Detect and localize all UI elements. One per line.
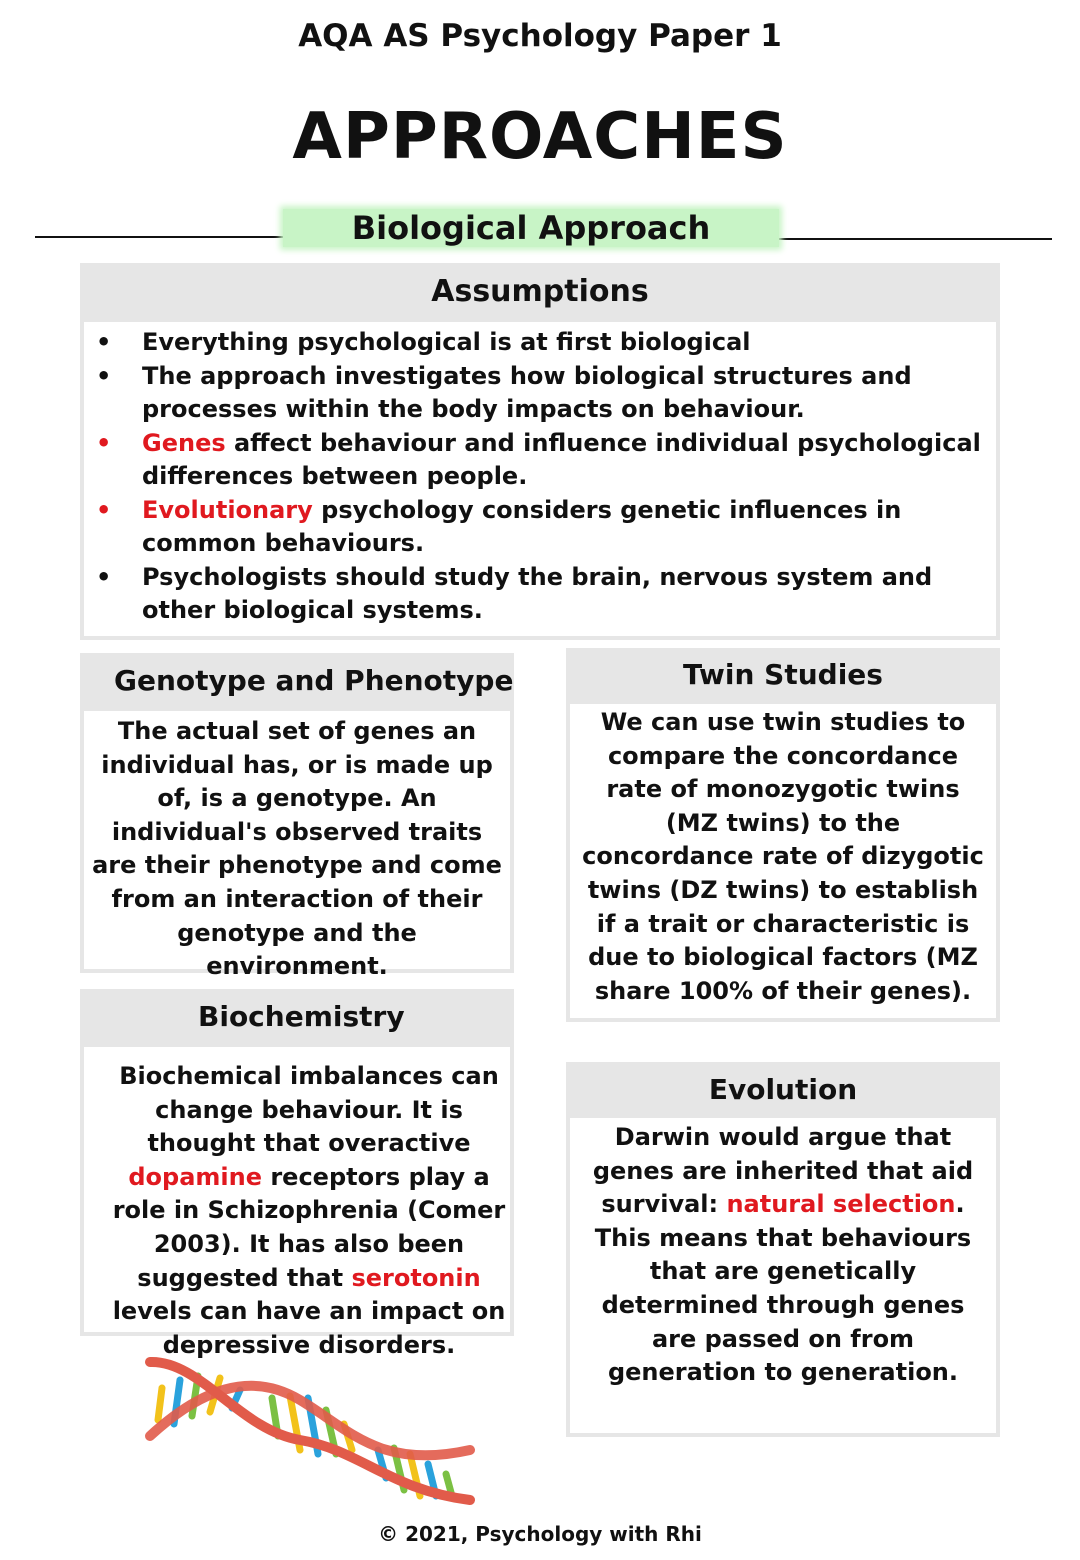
highlight-term: dopamine (128, 1162, 262, 1191)
list-item (90, 494, 990, 561)
highlight-term: Evolutionary (142, 495, 313, 524)
genotype-text: The actual set of genes an individual has, or is made up of, is a genotype. An individual's observed traits are their phenotype and come from an interaction of their genotype and the environment. (92, 717, 502, 981)
divider-right (775, 238, 1052, 240)
divider-left (35, 236, 290, 238)
text-segment: Darwin would argue that genes are inherited that aid survival: (592, 1123, 974, 1219)
highlight-term: Genes (142, 428, 226, 457)
list-item-text: The approach investigates how biological structures and processes within the body impacts on behaviour. (142, 361, 912, 423)
twin-studies-text: We can use twin studies to compare the concordance rate of monozygotic twins (MZ twins) to the concordance rate of dizygotic twins (DZ twins) to establish if a trait or characteristic is due to biological factors (MZ share 100% of their genes). (582, 708, 984, 1005)
list-item-text: affect behaviour and influence individual psychological differences between people. (142, 428, 981, 490)
assumptions-list (90, 326, 990, 628)
genotype-heading: Genotype and Phenotype (80, 653, 514, 709)
text-segment: levels can have an impact on depressive disorders. (112, 1297, 506, 1359)
text-segment: . This means that behaviours that are genetically determined through genes are passed on from generation to generation. (594, 1190, 972, 1387)
list-item (90, 360, 990, 427)
highlight-term: natural selection (726, 1190, 956, 1219)
list-item (90, 326, 990, 360)
text-segment: Biochemical imbalances can change behaviour. It is thought that overactive (119, 1062, 499, 1158)
text-segment: receptors play a role in Schizophrenia (Comer 2003). It has also been suggested that (112, 1162, 506, 1292)
document-title: APPROACHES (292, 100, 788, 174)
dna-helix-icon (140, 1350, 480, 1520)
list-item-text: Everything psychological is at first biological (142, 328, 751, 356)
evolution-heading: Evolution (566, 1062, 1000, 1116)
assumptions-heading: Assumptions (80, 263, 1000, 320)
biochemistry-text (92, 1060, 526, 1362)
list-item (90, 561, 990, 628)
list-item-text: psychology considers genetic influences in common behaviours. (142, 495, 902, 557)
list-item-text: Psychologists should study the brain, nervous system and other biological systems. (142, 562, 933, 624)
evolution-text (566, 1121, 1000, 1390)
highlight-term: serotonin (351, 1263, 481, 1292)
copyright-footer: © 2021, Psychology with Rhi (378, 1522, 702, 1546)
section-heading: Biological Approach (283, 209, 779, 247)
twin-studies-heading: Twin Studies (566, 648, 1000, 702)
document-subtitle: AQA AS Psychology Paper 1 (298, 18, 782, 54)
biochemistry-heading: Biochemistry (80, 989, 514, 1045)
list-item (90, 427, 990, 494)
